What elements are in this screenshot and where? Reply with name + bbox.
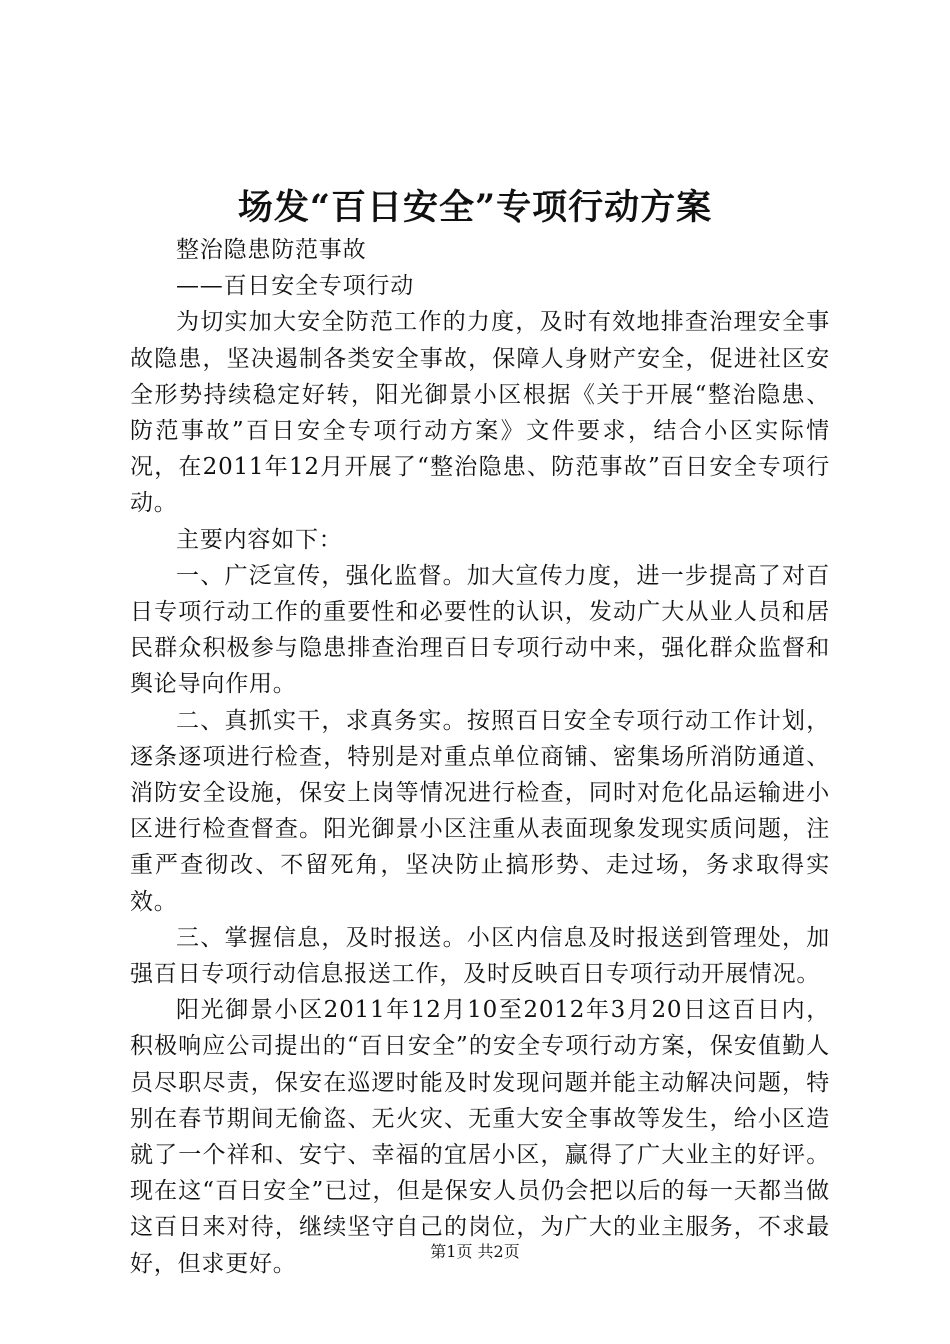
document-body — [130, 232, 830, 1282]
body-paragraph: 主要内容如下： — [176, 526, 343, 553]
body-paragraph: 三、掌握信息，及时报送。小区内信息及时报送到管理处，加强百日专项行动信息报送工作，及时反映百日专项行动开展情况。 — [130, 924, 830, 988]
subtitle-line: 整治隐患防范事故 — [176, 237, 367, 263]
document-title: 场发“百日安全”专项行动方案 — [237, 187, 713, 228]
body-paragraph: 为切实加大安全防范工作的力度，及时有效地排查治理安全事故隐患，坚决遏制各类安全事故，保障人身财产安全，促进社区安全形势持续稳定好转，阳光御景小区根据《关于开展“整治隐患、防范事故”百日安全专项行动方案》文件要求，结合小区实际情况，在2011年12月开展了“整治隐患、防范事故”百日安全专项行动。 — [130, 309, 830, 517]
body-paragraph: 阳光御景小区2011年12月10至2012年3月20日这百日内，积极响应公司提出的“百日安全”的安全专项行动方案，保安值勤人员尽职尽责，保安在巡逻时能及时发现问题并能主动解决问题，特别在春节期间无偷盗、无火灾、无重大安全事故等发生，给小区造就了一个祥和、安宁、幸福的宜居小区，赢得了广大业主的好评。现在这“百日安全”已过，但是保安人员仍会把以后的每一天都当做这百日来对待，继续坚守自己的岗位，为广大的业主服务，不求最好，但求更好。 — [130, 997, 830, 1277]
body-paragraph: 二、真抓实干，求真务实。按照百日安全专项行动工作计划，逐条逐项进行检查，特别是对重点单位商铺、密集场所消防通道、消防安全设施，保安上岗等情况进行检查，同时对危化品运输进小区进行检查督查。阳光御景小区注重从表面现象发现实质问题，注重严查彻改、不留死角，坚决防止搞形势、走过场，务求取得实效。 — [130, 707, 830, 915]
subtitle-line: ——百日安全专项行动 — [176, 273, 414, 300]
body-paragraph: 一、广泛宣传，强化监督。加大宣传力度，进一步提高了对百日专项行动工作的重要性和必要性的认识，发动广大从业人员和居民群众积极参与隐患排查治理百日专项行动中来，强化群众监督和舆论导向作用。 — [130, 562, 830, 698]
page-footer: 第1页 共2页 — [430, 1242, 520, 1261]
